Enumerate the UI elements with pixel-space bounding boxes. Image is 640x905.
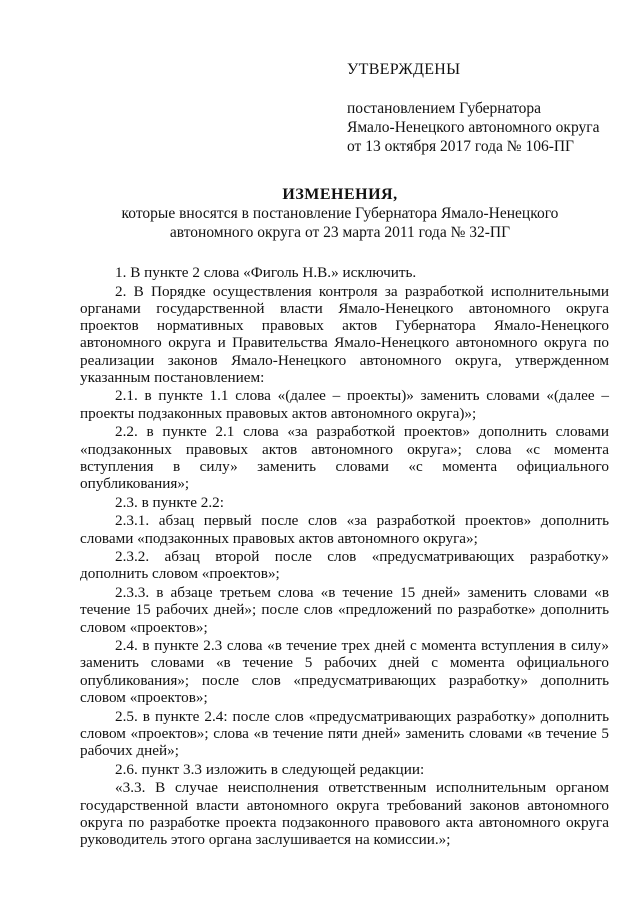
paragraph-2-3-2: 2.3.2. абзац второй после слов «предусматривающих разработку» дополнить словом «проектов»; — [80, 548, 609, 583]
paragraph-2-6: 2.6. пункт 3.3 изложить в следующей редакции: — [115, 760, 425, 778]
approval-block — [347, 60, 627, 156]
approval-line-2: Ямало-Ненецкого автономного округа — [347, 119, 600, 136]
paragraph-2: 2. В Порядке осуществления контроля за разработкой исполнительными органами государственной власти Ямало-Ненецкого автономного округа проектов нормативных правовых актов Губернатора Ямало-Ненецкого автономного округа и Правительства Ямало-Ненецкого автономного округа по реализации законов Ямало-Ненецкого автономного округа, утвержденном указанным постановлением: — [80, 282, 609, 386]
document-subtitle-line-1: которые вносятся в постановление Губернатора Ямало-Ненецкого — [121, 205, 559, 222]
paragraph-1: 1. В пункте 2 слова «Фиголь Н.В.» исключить. — [115, 264, 417, 281]
document-subtitle-line-2: автономного округа от 23 марта 2011 года № 32-ПГ — [169, 224, 511, 241]
document-body — [80, 264, 609, 848]
paragraph-2-1: 2.1. в пункте 1.1 слова «(далее – проекты)» заменить словами «(далее – проекты подзаконных правовых актов автономного округа)»; — [80, 387, 609, 422]
paragraph-2-3-3: 2.3.3. в абзаце третьем слова «в течение 15 дней» заменить словами «в течение 15 рабочих дней»; после слов «предложений по разработке» дополнить словом «проектов»; — [80, 584, 609, 636]
paragraph-2-5: 2.5. в пункте 2.4: после слов «предусматривающих разработку» дополнить словом «проектов»; слова «в течение пяти дней» заменить словами «в течение 5 рабочих дней»; — [80, 707, 609, 759]
approval-line-1: постановлением Губернатора — [347, 100, 542, 117]
paragraph-3-3-quote: «3.3. В случае неисполнения ответственным исполнительным органом государственной власти автономного округа требований законов автономного округа по разработке проекта подзаконного правового акта автономного округа руководитель этого органа заслушивается на комиссии.»; — [80, 779, 609, 848]
paragraph-2-3: 2.3. в пункте 2.2: — [115, 493, 224, 511]
paragraph-2-4: 2.4. в пункте 2.3 слова «в течение трех дней с момента вступления в силу» заменить словами «в течение 5 рабочих дней с момента официального опубликования»; после слов «предусматривающих разработку» дополнить словом «проектов»; — [80, 637, 609, 706]
paragraph-2-3-1: 2.3.1. абзац первый после слов «за разработкой проектов» дополнить словами «подзаконных правовых актов автономного округа»; — [80, 512, 609, 547]
approval-line-3: от 13 октября 2017 года № 106-ПГ — [347, 138, 575, 155]
document-title: ИЗМЕНЕНИЯ, — [282, 186, 398, 203]
paragraph-2-2: 2.2. в пункте 2.1 слова «за разработкой проектов» дополнить словами «подзаконных правовых актов автономного округа»; слова «с момента вступления в силу» заменить словами «с момента официального опубликования»; — [80, 423, 609, 492]
approval-stamp: УТВЕРЖДЕНЫ — [347, 61, 461, 78]
